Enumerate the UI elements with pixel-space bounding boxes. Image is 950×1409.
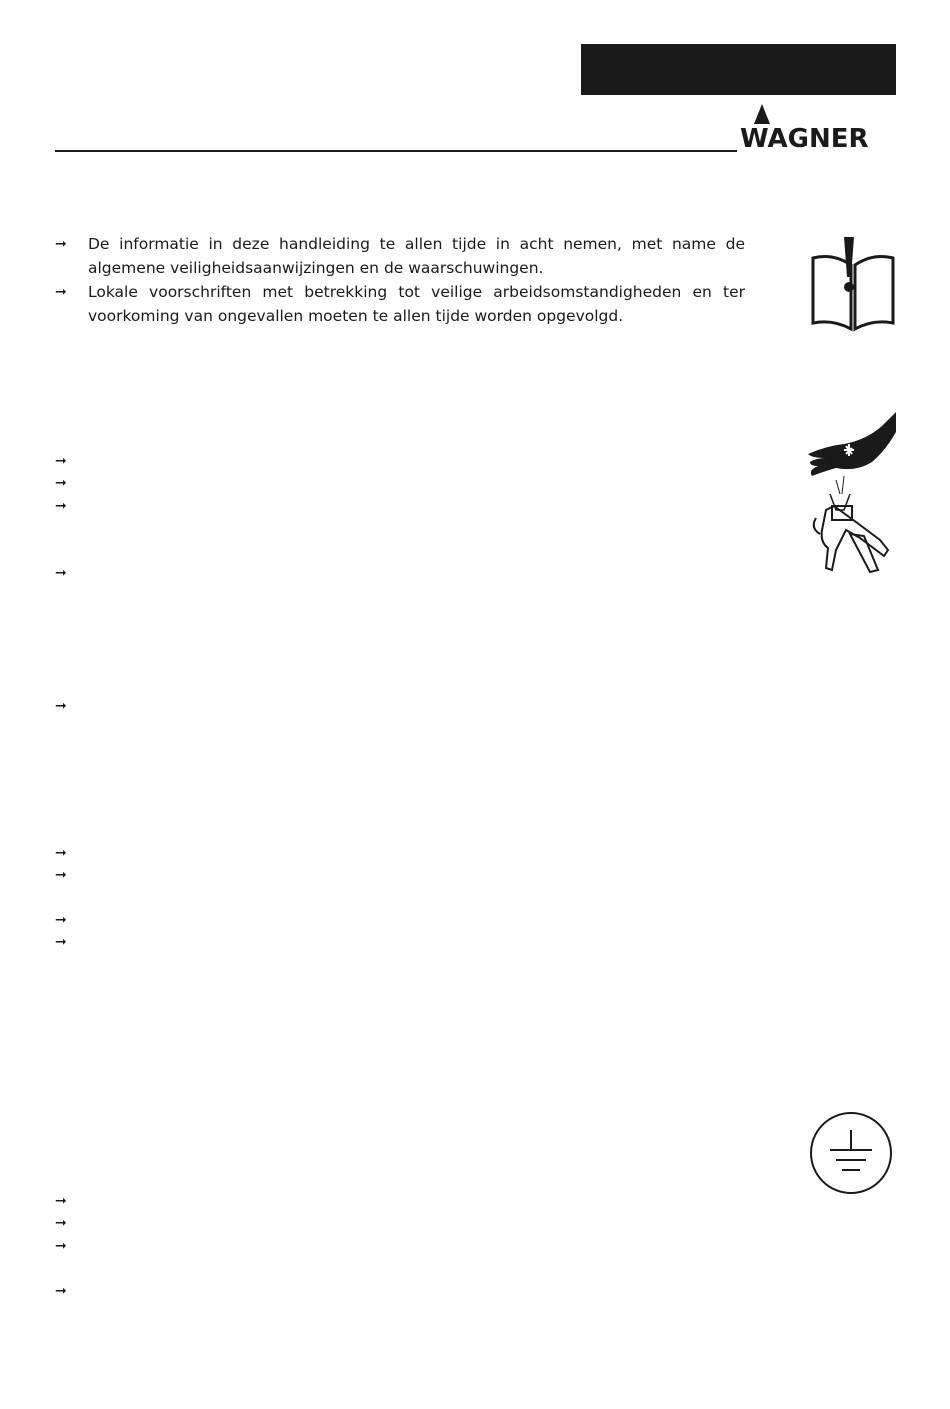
arrow-bullet-icon: ➞	[55, 698, 67, 714]
skin-injection-warning-icon	[806, 410, 898, 578]
list-item	[55, 280, 745, 328]
logo-text: WAGNER	[740, 124, 869, 154]
arrow-bullet-icon: ➞	[55, 1193, 67, 1209]
arrow-bullet-icon: ➞	[55, 1283, 67, 1299]
read-manual-warning-icon	[808, 233, 898, 333]
arrow-bullet-icon: ➞	[55, 475, 67, 491]
arrow-bullet-icon: ➞	[55, 934, 67, 950]
arrow-bullet-icon: ➞	[55, 867, 67, 883]
list-item-text: Lokale voorschriften met betrekking tot veilige arbeidsomstandigheden en ter voorkoming van ongevallen moeten te allen tijde worden opgevolgd.	[88, 283, 745, 325]
wagner-logo	[740, 102, 898, 154]
arrow-bullet-icon: ➞	[55, 284, 67, 300]
list-item	[55, 232, 745, 280]
list-item-text: De informatie in deze handleiding te allen tijde in acht nemen, met name de algemene veiligheidsaanwijzingen en de waarschuwingen.	[88, 235, 745, 277]
arrow-bullet-icon: ➞	[55, 453, 67, 469]
arrow-bullet-icon: ➞	[55, 845, 67, 861]
protective-earth-icon	[808, 1110, 894, 1196]
arrow-bullet-icon: ➞	[55, 1215, 67, 1231]
arrow-bullet-icon: ➞	[55, 912, 67, 928]
header-black-tab	[581, 44, 896, 95]
arrow-bullet-icon: ➞	[55, 498, 67, 514]
arrow-bullet-icon: ➞	[55, 236, 67, 252]
intro-list	[55, 232, 745, 328]
header-rule	[55, 150, 737, 152]
arrow-bullet-icon: ➞	[55, 565, 67, 581]
arrow-bullet-icon: ➞	[55, 1238, 67, 1254]
